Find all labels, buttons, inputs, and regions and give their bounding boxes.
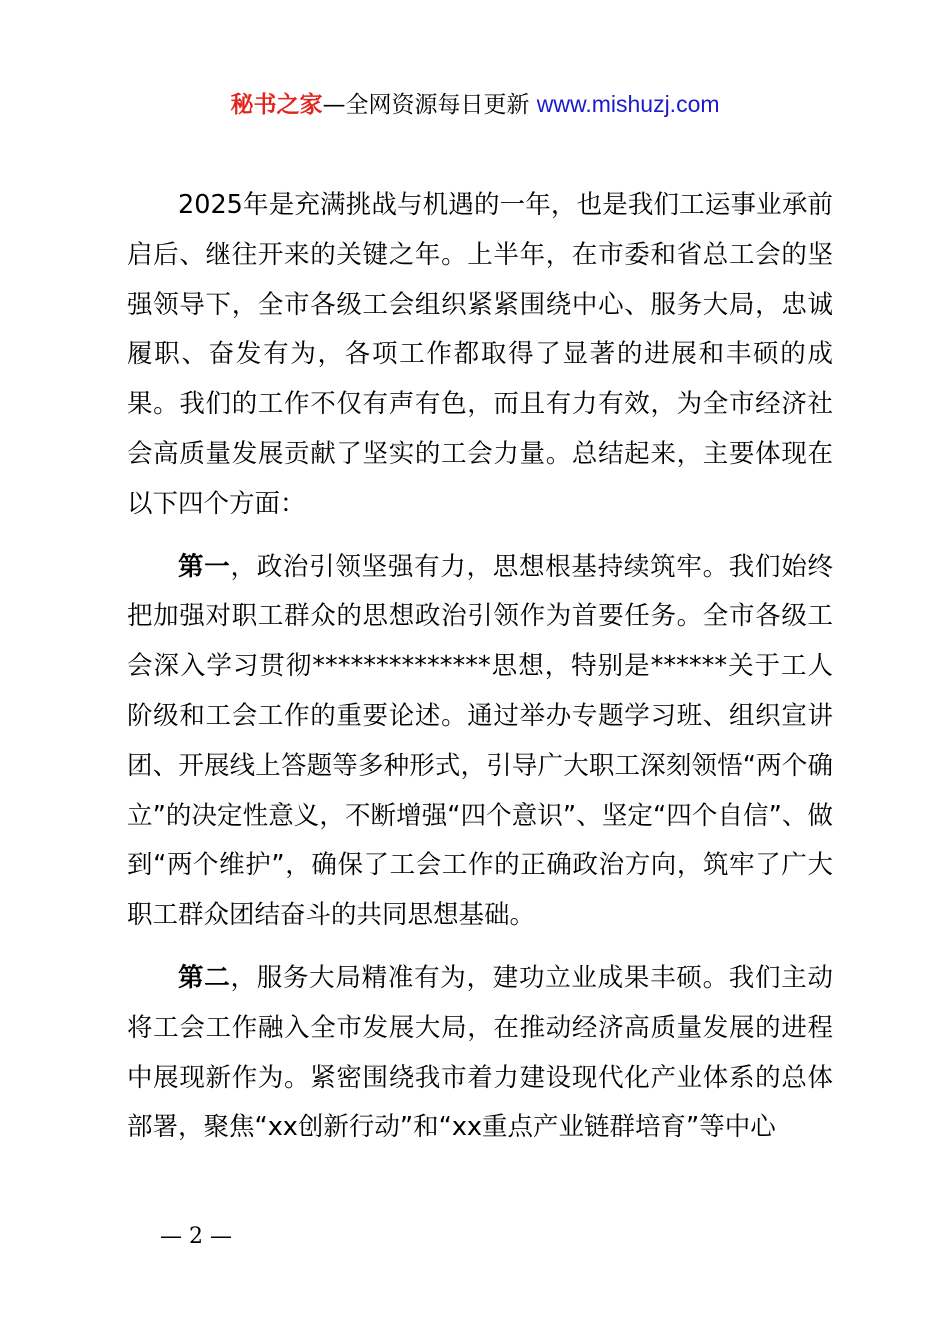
paragraph-first-lead: 第一 <box>178 551 231 582</box>
paragraph-second-text: ，服务大局精准有为，建功立业成果丰硕。我们主动将工会工作融入全市发展大局，在推动经济高质量发展的进程中展现新作为。紧密围绕我市着力建设现代化产业体系的总体部署，聚焦“xx创新行动”和“xx重点产业链群培育”等中心 <box>127 962 833 1143</box>
site-brand: 秘书之家 <box>230 92 323 118</box>
paragraph-first-point <box>127 543 833 941</box>
paragraph-intro <box>127 181 833 530</box>
paragraph-first-text: ，政治引领坚强有力，思想根基持续筑牢。我们始终把加强对职工群众的思想政治引领作为首要任务。全市各级工会深入学习贯彻**************思想，特别是******关于工人阶级和工会工作的重要论述。通过举办专题学习班、组织宣讲团、开展线上答题等多种形式，引导广大职工深刻领悟“两个确立”的决定性意义，不断增强“四个意识”、坚定“四个自信”、做到“两个维护”，确保了工会工作的正确政治方向，筑牢了广大职工群众团结奋斗的共同思想基础。 <box>127 551 833 931</box>
paragraph-second-point <box>127 954 833 1153</box>
site-slogan: —全网资源每日更新 <box>322 92 530 118</box>
document-body <box>127 181 833 1153</box>
page-number: — 2 — <box>160 1224 232 1249</box>
paragraph-second-lead: 第二 <box>178 962 231 993</box>
paragraph-intro-text: 2025年是充满挑战与机遇的一年，也是我们工运事业承前启后、继往开来的关键之年。上半年，在市委和省总工会的坚强领导下，全市各级工会组织紧紧围绕中心、服务大局，忠诚履职、奋发有为，各项工作都取得了显著的进展和丰硕的成果。我们的工作不仅有声有色，而且有力有效，为全市经济社会高质量发展贡献了坚实的工会力量。总结起来，主要体现在以下四个方面： <box>127 190 833 519</box>
site-header <box>0 86 950 123</box>
site-url-link[interactable]: www.mishuzj.com <box>536 91 720 117</box>
